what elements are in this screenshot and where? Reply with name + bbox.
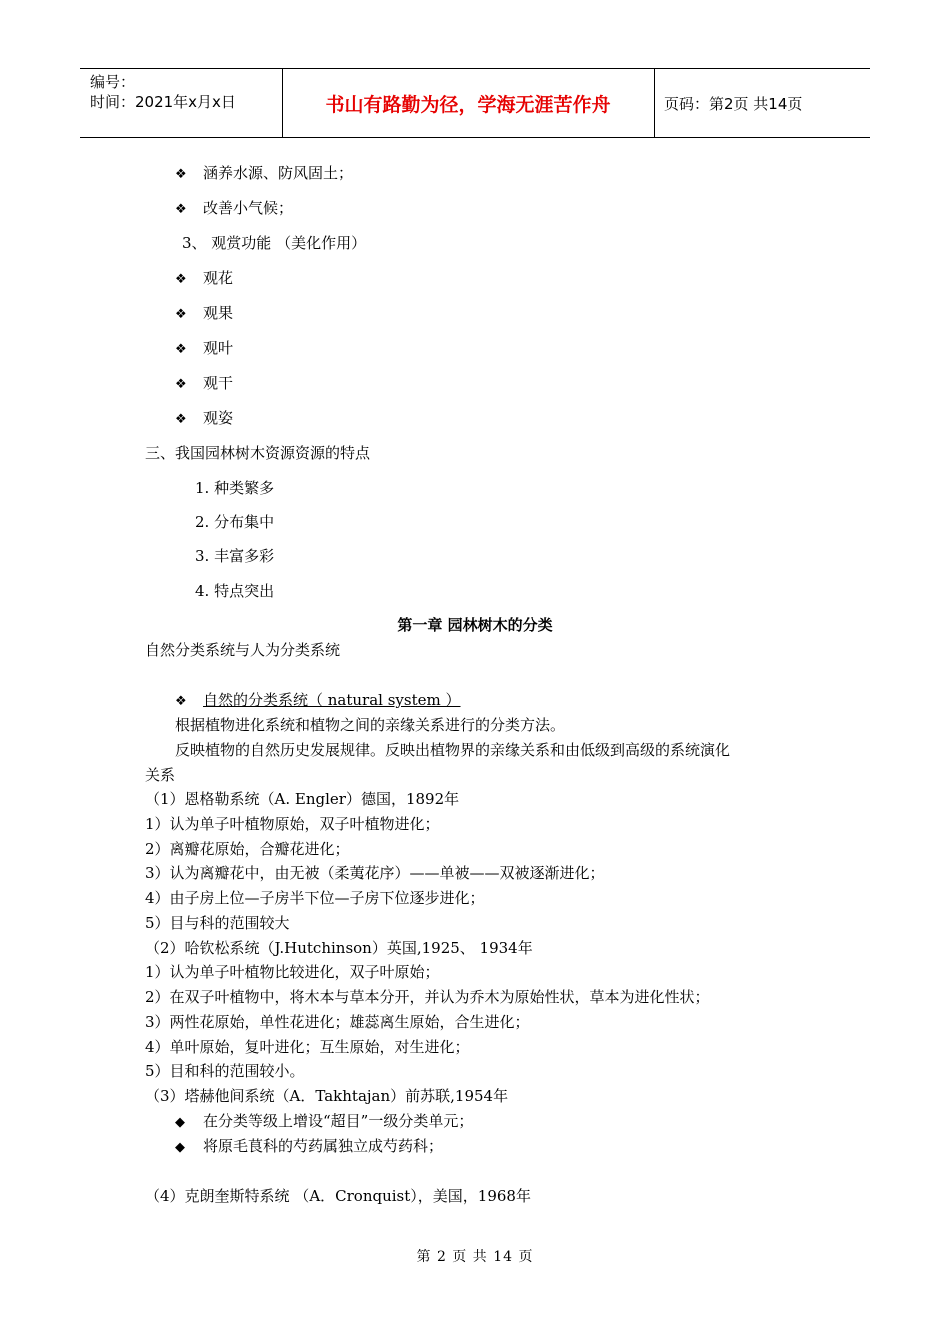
diamond-bullet-icon: ❖ [175,202,187,217]
list-item [175,197,293,218]
paragraph: 5）目和科的范围较小。 [145,1062,305,1080]
paragraph: 关系 [145,766,176,784]
list-item-text: 自然的分类系统（ natural system ） [203,691,461,709]
header-number-label: 编号： [90,73,136,91]
header-page-info: 页码：第2页 共14页 [664,95,803,113]
list-item [175,372,233,393]
paragraph: （3）塔赫他间系统（A．Takhtajan）前苏联,1954年 [145,1087,509,1105]
chapter-title: 第一章 园林树木的分类 [397,616,553,634]
header-divider-right [654,69,655,137]
list-item [175,1135,443,1156]
header-motto: 书山有路勤为径，学海无涯苦作舟 [325,93,611,116]
list-item [175,162,353,183]
paragraph: 3）认为离瓣花中，由无被（柔荑花序）——单被——双被逐渐进化； [145,864,605,882]
list-item-text: 改善小气候； [203,199,294,217]
paragraph: 5）目与科的范围较大 [145,914,290,932]
diamond-bullet-icon: ❖ [175,342,187,357]
document-header [80,68,870,138]
paragraph: （4）克朗奎斯特系统 （A．Cronquist），美国，1968年 [145,1187,531,1205]
list-item-text: 在分类等级上增设“超目”一级分类单元； [203,1112,474,1130]
paragraph: 4）单叶原始，复叶进化；互生原始，对生进化； [145,1038,470,1056]
paragraph: 自然分类系统与人为分类系统 [145,641,341,659]
paragraph: 3）两性花原始，单性花进化；雄蕊离生原始，合生进化； [145,1013,530,1031]
list-item [175,267,233,288]
header-meta [90,72,236,112]
paragraph: 1）认为单子叶植物比较进化，双子叶原始； [145,963,440,981]
list-item-text: 观干 [203,374,234,392]
list-item-text: 观叶 [203,339,234,357]
diamond-bullet-icon: ❖ [175,167,187,182]
diamond-bullet-icon: ❖ [175,694,187,709]
paragraph: 2）离瓣花原始，合瓣花进化； [145,840,350,858]
solid-diamond-bullet-icon: ◆ [175,1115,185,1130]
paragraph: 2）在双子叶植物中，将木本与草本分开，并认为乔木为原始性状，草本为进化性状； [145,988,710,1006]
list-item-text: 观姿 [203,409,234,427]
diamond-bullet-icon: ❖ [175,272,187,287]
numbered-item: 3. 丰富多彩 [195,547,275,565]
paragraph: 根据植物进化系统和植物之间的亲缘关系进行的分类方法。 [175,716,566,734]
list-item [175,1110,473,1131]
paragraph: （1）恩格勒系统（A. Engler）德国，1892年 [145,790,460,808]
solid-diamond-bullet-icon: ◆ [175,1140,185,1155]
paragraph: 反映植物的自然历史发展规律。反映出植物界的亲缘关系和由低级到高级的系统演化 [175,741,731,759]
section-heading: 3、 观赏功能 （美化作用） [182,234,367,252]
diamond-bullet-icon: ❖ [175,377,187,392]
paragraph: （2）哈钦松系统（J.Hutchinson）英国,1925、 1934年 [145,939,533,957]
diamond-bullet-icon: ❖ [175,412,187,427]
page-footer: 第 2 页 共 14 页 [416,1249,534,1265]
list-item [175,302,233,323]
list-item [175,407,233,428]
paragraph: 4）由子房上位—子房半下位—子房下位逐步进化； [145,889,485,907]
numbered-item: 1. 种类繁多 [195,479,275,497]
list-item-text: 涵养水源、防风固土； [203,164,354,182]
list-item-text: 观果 [203,304,234,322]
paragraph: 1）认为单子叶植物原始，双子叶植物进化； [145,815,440,833]
diamond-bullet-icon: ❖ [175,307,187,322]
list-item-text: 观花 [203,269,234,287]
list-item [175,689,461,710]
numbered-item: 4. 特点突出 [195,582,275,600]
list-item-text: 将原毛茛科的芍药属独立成芍药科； [203,1137,444,1155]
list-item [175,337,233,358]
header-time-label: 时间：2021年x月x日 [90,93,236,111]
section-heading: 三、我国园林树木资源资源的特点 [145,444,371,462]
numbered-item: 2. 分布集中 [195,513,275,531]
